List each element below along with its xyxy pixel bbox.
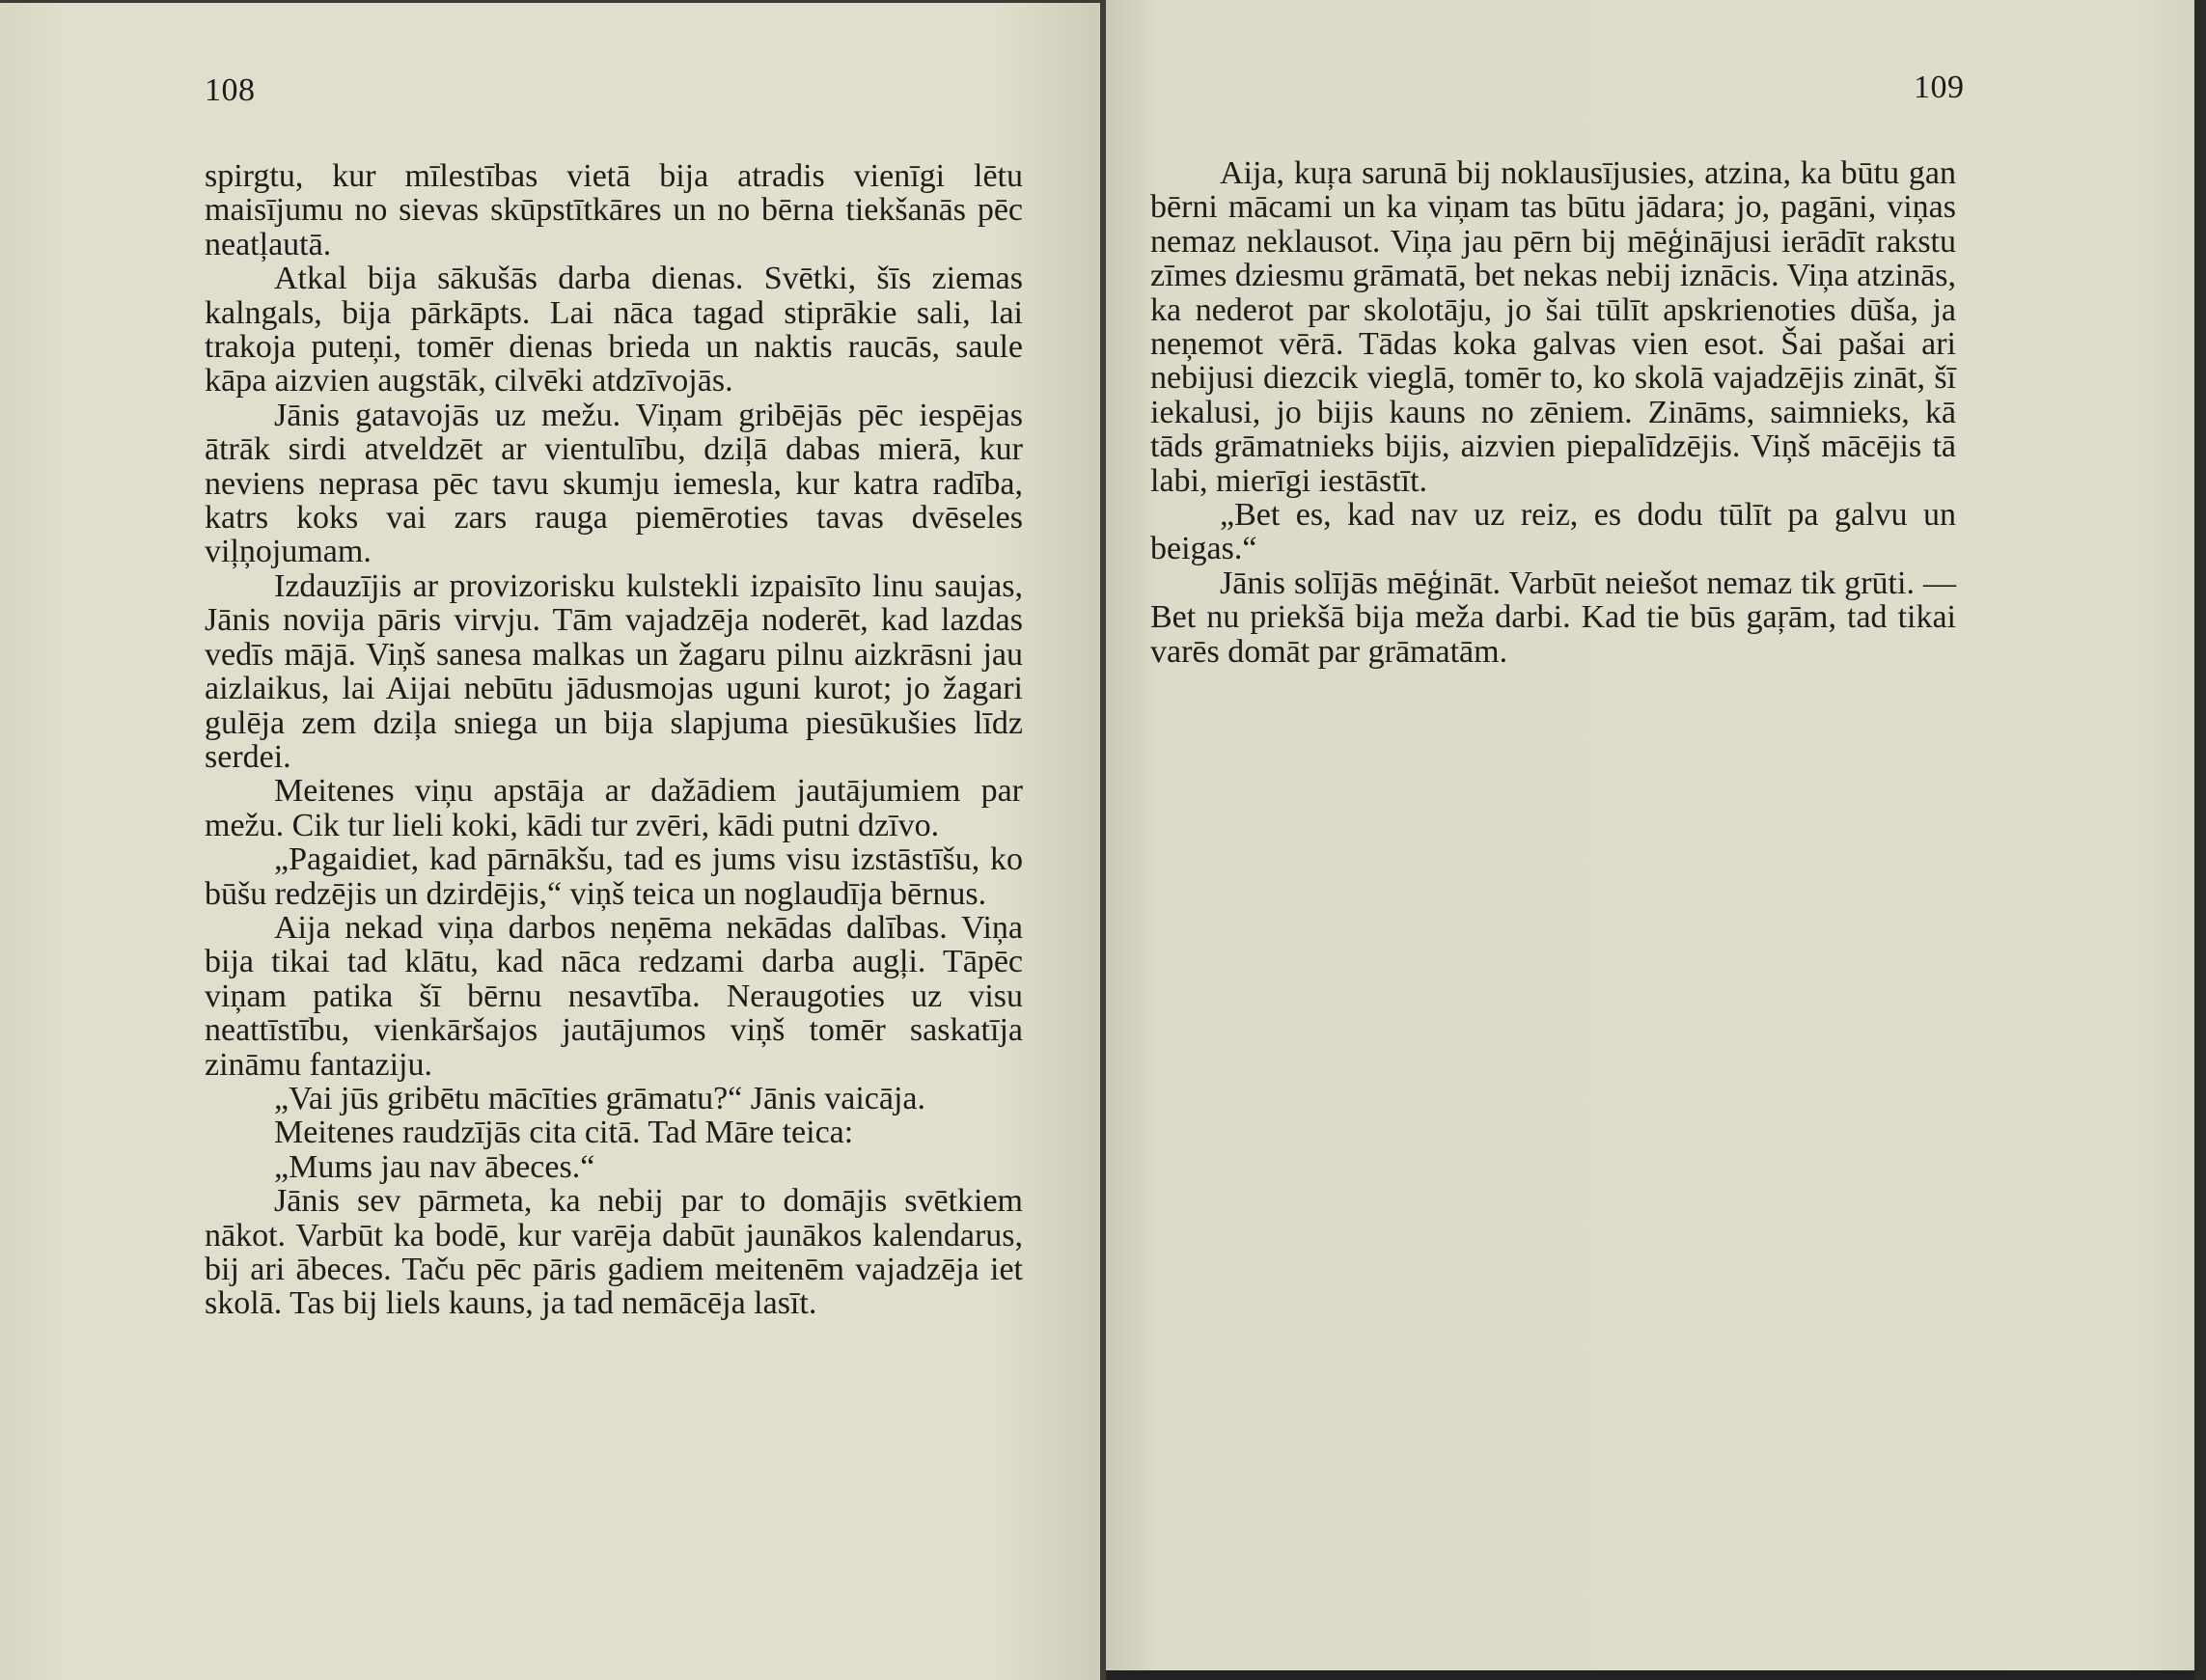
paragraph: Izdauzījis ar provizorisku kulstekli izpaisīto linu saujas, Jānis novija pāris virvju. Tām vajadzēja noderēt, kad lazdas vedīs mājā. Viņš sanesa malkas un žagaru pilnu aizkrāsni jau aizlaikus, lai Aijai nebūtu jādusmojas uguni kurot; jo žagari gulēja zem dziļa sniega un bija slapjuma piesūkušies līdz serdei. (205, 567, 1023, 775)
page-number-left: 108 (205, 72, 256, 108)
paragraph: „Vai jūs gribētu mācīties grāmatu?“ Jānis vaicāja. (274, 1080, 926, 1116)
page-number-right: 109 (1914, 69, 1965, 105)
paragraph: „Mums jau nav ābeces.“ (274, 1148, 595, 1185)
paragraph: Meitenes raudzījās cita citā. Tad Māre teica: (274, 1115, 854, 1151)
paragraph: Jānis gatavojās uz mežu. Viņam gribējās pēc iespējas ātrāk sirdi atveldzēt ar vientulību, dziļā dabas mierā, kur neviens neprasa pēc tavu skumju iemesla, kur katra radība, katrs koks vai zars rauga piemēroties tavas dvēseles viļņojumam. (205, 397, 1023, 570)
paragraph: Jānis sev pārmeta, ka nebij par to domājis svētkiem nākot. Varbūt ka bodē, kur varēja dabūt jaunākos kalendarus, bij ari ābeces. Taču pēc pāris gadiem meitenēm vajadzēja iet skolā. Tas bij liels kauns, ja tad nemācēja lasīt. (205, 1183, 1023, 1322)
right-page-text (1150, 156, 1956, 669)
paragraph: Meitenes viņu apstāja ar dažādiem jautājumiem par mežu. Cik tur lieli koki, kādi tur zvēri, kādi putni dzīvo. (205, 773, 1023, 843)
left-page-text (205, 159, 1023, 1321)
paragraph: Aija, kuŗa sarunā bij noklausījusies, atzina, ka būtu gan bērni mācami un ka viņam tas būtu jādara; jo, pagāni, viņas nemaz neklausot. Viņa jau pērn bij mēģinājusi ierādīt rakstu zīmes dziesmu grāmatā, bet nekas nebij iznācis. Viņa atzinās, ka nederot par skolotāju, jo šai tūlīt apskrienoties dūša, ja neņemot vērā. Tādas koka galvas vien esot. Šai pašai ari nebijusi diezcik vieglā, tomēr to, ko skolā vajadzējis zināt, šī iekalusi, jo bijis kauns no zēniem. Zināms, saimnieks, kā tāds grāmatnieks bijis, aizvien piepalīdzējis. Viņš mācējis tā labi, mierīgi iestāstīt. (1150, 155, 1956, 499)
paragraph: Aija nekad viņa darbos neņēma nekādas dalības. Viņa bija tikai tad klātu, kad nāca redzami darba augļi. Tāpēc viņam patika šī bērnu nesavtība. Neraugoties uz visu neattīstību, vienkāršajos jautājumos viņš tomēr saskatīja zināmu fantaziju. (205, 909, 1023, 1083)
paragraph: spirgtu, kur mīlestības vietā bija atradis vienīgi lētu maisījumu no sievas skūpstītkāres un no bērna tiekšanās pēc neatļautā. (205, 158, 1023, 262)
right-page (1106, 0, 2194, 1680)
left-page (0, 0, 1100, 1680)
paragraph: Atkal bija sākušās darba dienas. Svētki, šīs ziemas kalngals, bija pārkāpts. Lai nāca tagad stiprākie sali, lai trakoja puteņi, tomēr dienas brieda un naktis raucās, saule kāpa aizvien augstāk, cilvēki atdzīvojās. (205, 261, 1023, 399)
paragraph: „Bet es, kad nav uz reiz, es dodu tūlīt pa galvu un beigas.“ (1150, 497, 1956, 567)
paragraph: Jānis solījās mēģināt. Varbūt neiešot nemaz tik grūti. — Bet nu priekšā bija meža darbi. Kad tie būs gaŗām, tad tikai varēs domāt par grāmatām. (1150, 565, 1956, 670)
paragraph: „Pagaidiet, kad pārnākšu, tad es jums visu izstāstīšu, ko būšu redzējis un dzirdējis,“ viņš teica un noglaudīja bērnus. (205, 841, 1023, 912)
